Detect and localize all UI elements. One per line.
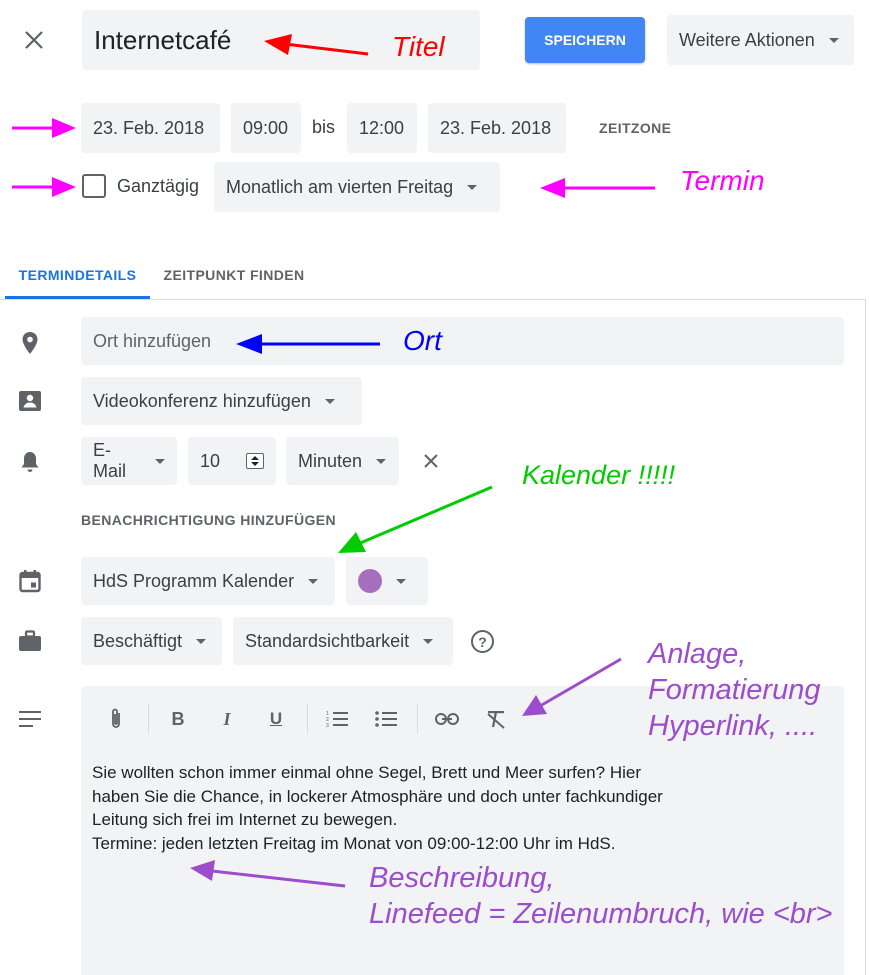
chevron-down-icon (423, 639, 433, 644)
chevron-down-icon (196, 639, 206, 644)
tab-zeitpunkt-finden[interactable] (150, 250, 318, 299)
italic-icon[interactable]: I (223, 708, 231, 729)
annotation-anlage (648, 636, 820, 744)
more-actions-label: Weitere Aktionen (679, 29, 815, 50)
end-date-text: 23. Feb. 2018 (440, 117, 552, 138)
video-conference-label: Videokonferenz hinzufügen (93, 390, 311, 411)
tab-termindetails-label: TERMINDETAILS (18, 266, 137, 283)
save-button[interactable] (525, 17, 645, 63)
calendar-name-text: HdS Programm Kalender (93, 570, 295, 591)
add-notification-button[interactable]: BENACHRICHTIGUNG HINZUFÜGEN (81, 512, 337, 528)
stepper-arrows-icon[interactable] (246, 453, 264, 469)
svg-text:1: 1 (326, 711, 329, 717)
calendar-dropdown[interactable] (81, 557, 335, 605)
more-actions-dropdown[interactable] (667, 15, 854, 65)
start-date-field[interactable] (81, 103, 220, 153)
description-line: haben Sie die Chance, in lockerer Atmosphäre und doch unter fachkundiger (92, 786, 663, 806)
tabs-divider (0, 299, 866, 300)
notification-type-dropdown[interactable] (81, 437, 177, 485)
until-label: bis (312, 117, 336, 137)
bold-icon[interactable]: B (171, 708, 185, 729)
start-time-field[interactable] (231, 103, 301, 153)
visibility-dropdown[interactable] (233, 617, 453, 665)
tab-zeitpunkt-finden-label: ZEITPUNKT FINDEN (163, 266, 305, 283)
annotation-titel: Titel (392, 31, 445, 62)
end-time-field[interactable] (347, 103, 417, 153)
underline-icon[interactable]: U (269, 709, 283, 728)
remove-notification-button[interactable] (420, 450, 442, 472)
description-line: Termine: jeden letzten Freitag im Monat von 09:00-12:00 Uhr im HdS. (92, 833, 616, 853)
annotation-kalender: Kalender !!!!! (522, 460, 676, 490)
title-text: Internetcafé (94, 24, 232, 55)
toolbar-separator (417, 704, 418, 734)
description-text[interactable] (92, 761, 832, 855)
timezone-button[interactable]: ZEITZONE (599, 120, 672, 136)
start-time-text: 09:00 (243, 117, 289, 138)
recurrence-text: Monatlich am vierten Freitag (226, 176, 454, 197)
close-button[interactable] (20, 26, 48, 54)
annotation-arrow-termin-date (12, 118, 76, 138)
status-text: Beschäftigt (93, 630, 183, 651)
video-conference-dropdown[interactable] (81, 377, 362, 425)
calendar-color-swatch (358, 569, 382, 593)
status-dropdown[interactable] (81, 617, 222, 665)
annotation-beschreibung-line: Beschreibung, (369, 862, 555, 894)
chevron-down-icon (467, 185, 477, 190)
chevron-down-icon (829, 38, 839, 43)
chevron-down-icon (155, 459, 165, 464)
chevron-down-icon (325, 399, 335, 404)
all-day-checkbox[interactable] (82, 174, 106, 198)
annotation-anlage-line: Formatierung (648, 674, 821, 706)
location-placeholder: Ort hinzufügen (93, 330, 212, 351)
location-pin-icon (17, 330, 43, 356)
annotation-arrow-kalender (338, 487, 492, 553)
visibility-text: Standardsichtbarkeit (245, 630, 410, 651)
description-lines-icon (17, 706, 43, 732)
annotation-arrow-termin-recurrence (540, 178, 655, 198)
recurrence-dropdown[interactable] (214, 162, 500, 212)
notification-unit-text: Minuten (298, 450, 363, 471)
calendar-icon (17, 568, 43, 594)
notification-unit-dropdown[interactable] (286, 437, 399, 485)
toolbar-separator (307, 704, 308, 734)
description-line: Leitung sich frei im Internet zu bewegen. (92, 810, 398, 829)
link-icon[interactable] (432, 704, 462, 734)
start-date-text: 23. Feb. 2018 (93, 117, 205, 138)
annotation-anlage-line: Anlage, (648, 638, 747, 670)
close-icon (24, 30, 44, 50)
location-input[interactable] (81, 317, 844, 365)
clear-formatting-icon[interactable] (481, 704, 511, 734)
panel-right-border (865, 299, 866, 975)
help-icon[interactable]: ? (471, 630, 494, 653)
chevron-down-icon (376, 459, 386, 464)
svg-text:2: 2 (326, 717, 329, 723)
annotation-beschreibung (369, 860, 832, 932)
annotation-arrow-termin-allday (12, 177, 76, 197)
svg-text:3: 3 (326, 723, 329, 728)
annotation-beschreibung-line: Linefeed = Zeilenumbruch, wie <br> (369, 898, 833, 930)
bulleted-list-icon[interactable] (371, 704, 401, 734)
tab-termindetails[interactable] (5, 250, 150, 299)
bell-icon (17, 449, 43, 475)
attachment-icon[interactable] (101, 704, 131, 734)
notification-value-text: 10 (200, 450, 221, 471)
numbered-list-icon[interactable] (322, 704, 352, 734)
video-conference-icon (17, 388, 43, 414)
end-date-field[interactable] (428, 103, 566, 153)
notification-type-text: E-Mail (93, 440, 127, 481)
toolbar-separator (148, 704, 149, 734)
close-icon (423, 453, 439, 469)
description-line: Sie wollten schon immer einmal ohne Segel, Brett und Meer surfen? Hier (92, 763, 641, 782)
calendar-color-dropdown[interactable] (346, 557, 428, 605)
briefcase-icon (17, 628, 43, 654)
annotation-anlage-line: Hyperlink, .... (648, 710, 818, 742)
notification-value-stepper[interactable] (188, 437, 276, 485)
end-time-text: 12:00 (359, 117, 405, 138)
annotation-ort: Ort (403, 325, 442, 356)
all-day-label: Ganztägig (117, 176, 200, 196)
annotation-termin: Termin (680, 165, 765, 196)
chevron-down-icon (308, 579, 318, 584)
save-label: SPEICHERN (544, 32, 626, 48)
chevron-down-icon (396, 579, 406, 584)
